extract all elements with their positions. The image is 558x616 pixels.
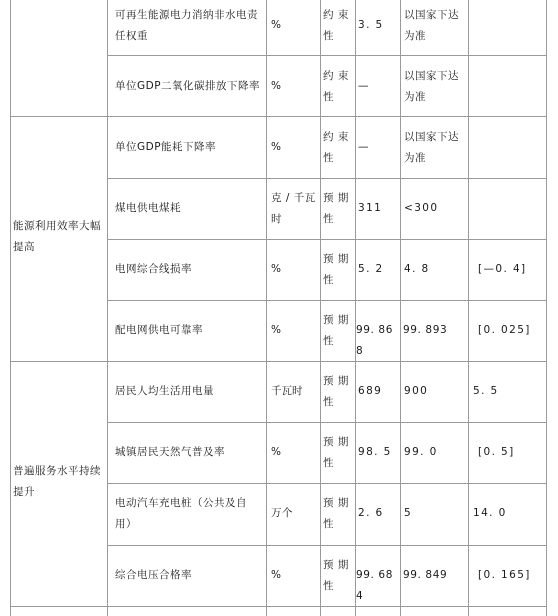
unit: % xyxy=(271,19,282,31)
target-value: 以国家下达为准 xyxy=(404,70,459,103)
grid-line xyxy=(400,0,401,616)
target-value: 5 xyxy=(404,507,413,519)
indicator-name: 城镇居民天然气普及率 xyxy=(115,446,225,458)
grid-line xyxy=(107,239,547,240)
attribute: 约 束 性 xyxy=(323,70,349,103)
grid-line xyxy=(320,0,321,616)
grid-line xyxy=(10,0,11,616)
grid-line xyxy=(10,116,547,117)
group-label: 能源利用效率大幅提高 xyxy=(13,220,101,253)
indicator-name: 配电网供电可靠率 xyxy=(115,324,203,336)
unit: % xyxy=(271,80,282,92)
target-value: 4. 8 xyxy=(404,263,430,275)
change-value: [0. 5] xyxy=(478,446,515,458)
base-value: 689 xyxy=(358,385,383,397)
indicator-name: 综合电压合格率 xyxy=(115,569,192,581)
attribute: 预 期 性 xyxy=(323,497,349,530)
indicator-name: 单位GDP二氧化碳排放下降率 xyxy=(115,80,261,92)
change-value: [—0. 4] xyxy=(478,263,527,275)
grid-line xyxy=(107,0,108,616)
change-value: 14. 0 xyxy=(473,507,507,519)
base-value: 311 xyxy=(358,202,383,214)
attribute: 预 期 性 xyxy=(323,314,349,347)
base-value: — xyxy=(358,141,370,153)
grid-line xyxy=(355,0,356,616)
base-value: 3. 5 xyxy=(358,19,384,31)
base-value: — xyxy=(358,80,370,92)
attribute: 约 束 性 xyxy=(323,131,349,164)
unit: % xyxy=(271,324,282,336)
base-value: 5. 2 xyxy=(358,263,384,275)
target-value: 900 xyxy=(404,385,429,397)
indicator-name: 单位GDP能耗下降率 xyxy=(115,141,217,153)
target-value: 99. 849 xyxy=(403,569,448,581)
group-label: 普遍服务水平持续提升 xyxy=(13,465,101,498)
indicator-name: 电网综合线损率 xyxy=(115,263,192,275)
unit: % xyxy=(271,446,282,458)
grid-line xyxy=(546,0,547,616)
target-value: 99. 893 xyxy=(403,324,448,336)
grid-line xyxy=(107,300,547,301)
unit: 千瓦时 xyxy=(271,385,303,397)
target-value: 99. 0 xyxy=(404,446,438,458)
attribute: 约 束 性 xyxy=(323,9,349,42)
indicator-name: 煤电供电煤耗 xyxy=(115,202,181,214)
attribute: 预 期 性 xyxy=(323,253,349,286)
base-value: 2. 6 xyxy=(358,507,384,519)
indicator-name: 电动汽车充电桩（公共及自用） xyxy=(115,497,247,530)
base-value: 98. 5 xyxy=(358,446,392,458)
change-value: [0. 025] xyxy=(478,324,531,336)
grid-line xyxy=(10,361,547,362)
attribute: 预 期 性 xyxy=(323,375,349,408)
base-value: 99. 868 xyxy=(356,324,393,357)
unit: % xyxy=(271,263,282,275)
grid-line xyxy=(266,0,267,616)
grid-line xyxy=(107,545,547,546)
attribute: 预 期 性 xyxy=(323,559,349,592)
unit: % xyxy=(271,569,282,581)
change-value: 5. 5 xyxy=(473,385,499,397)
indicator-name: 居民人均生活用电量 xyxy=(115,385,214,397)
attribute: 预 期 性 xyxy=(323,436,349,469)
base-value: 99. 684 xyxy=(356,569,393,602)
grid-line xyxy=(107,178,547,179)
unit: 克 / 千瓦时 xyxy=(271,192,316,225)
indicator-name: 可再生能源电力消纳非水电责任权重 xyxy=(115,9,258,42)
grid-line xyxy=(107,483,547,484)
change-value: [0. 165] xyxy=(478,569,531,581)
target-value: 以国家下达为准 xyxy=(404,9,459,42)
attribute: 预 期 性 xyxy=(323,192,349,225)
grid-line xyxy=(107,55,547,56)
unit: 万个 xyxy=(271,507,293,519)
grid-line xyxy=(10,606,547,607)
target-value: 以国家下达为准 xyxy=(404,131,459,164)
grid-line xyxy=(468,0,469,616)
grid-line xyxy=(107,422,547,423)
unit: % xyxy=(271,141,282,153)
target-value: <300 xyxy=(404,202,439,214)
